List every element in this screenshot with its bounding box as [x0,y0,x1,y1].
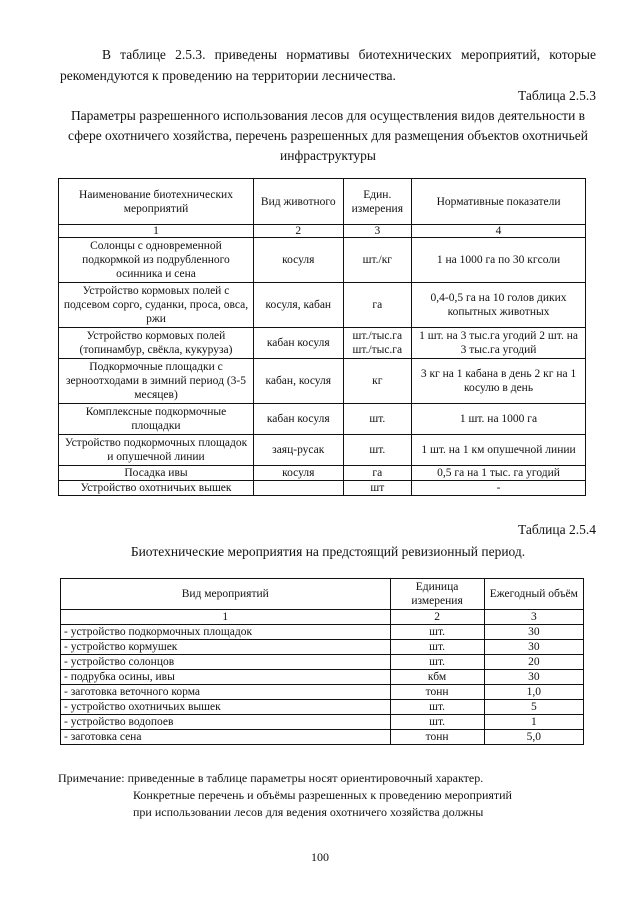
unit-cell: тонн [390,730,484,745]
animal-cell: кабан косуля [253,404,343,435]
unit-cell: шт. [390,640,484,655]
norm-cell: 3 кг на 1 кабана в день 2 кг на 1 косулю в день [412,359,586,404]
norm-cell: 0,5 га на 1 тыс. га угодий [412,466,586,481]
activity-cell: - подрубка осины, ивы [61,670,391,685]
column-number-row [61,610,584,625]
header-cell: Нормативные показатели [412,179,586,225]
activity-cell: Устройство кормовых полей (топинамбур, свёкла, кукуруза) [59,328,254,359]
table-row [61,625,584,640]
animal-cell: заяц-русак [253,435,343,466]
table-2-5-3-caption: Таблица 2.5.3 [518,88,596,103]
unit-cell: тонн [390,685,484,700]
norm-cell: 1 шт. на 1000 га [412,404,586,435]
unit-cell: шт. [390,715,484,730]
header-cell: Един. измерения [343,179,412,225]
volume-cell: 30 [484,625,583,640]
intro-paragraph: В таблице 2.5.3. приведены нормативы биотехнических мероприятий, которые рекомендуются к проведению на территории лесничества. [60,47,596,83]
activity-cell: Устройство кормовых полей с подсевом сорго, суданки, проса, овса, ржи [59,283,254,328]
table-2-5-3 [58,178,586,496]
volume-cell: 30 [484,670,583,685]
header-cell: Ежегодный объём [484,579,583,610]
table-row [59,283,586,328]
norm-cell: 1 шт. на 1 км опушечной линии [412,435,586,466]
header-cell: Вид животного [253,179,343,225]
volume-cell: 5 [484,700,583,715]
volume-cell: 1 [484,715,583,730]
table-row [59,404,586,435]
table-2-5-4-caption: Таблица 2.5.4 [518,522,596,537]
table-row [61,730,584,745]
volume-cell: 5,0 [484,730,583,745]
table-row [59,466,586,481]
header-cell: Вид мероприятий [61,579,391,610]
table-row [59,481,586,496]
volume-cell: 20 [484,655,583,670]
activity-cell: - устройство подкормочных площадок [61,625,391,640]
activity-cell: Комплексные подкормочные площадки [59,404,254,435]
animal-cell: косуля, кабан [253,283,343,328]
activity-cell: - заготовка веточного корма [61,685,391,700]
activity-cell: - устройство кормушек [61,640,391,655]
footnote-line: Примечание: приведенные в таблице параметры носят ориентировочный характер. [58,771,484,785]
table-header-row [61,579,584,610]
unit-cell: шт. [390,700,484,715]
unit-cell: шт. [390,655,484,670]
norm-cell: 1 шт. на 3 тыс.га угодий 2 шт. на 3 тыс.га угодий [412,328,586,359]
column-number-row [59,225,586,238]
norm-cell: 0,4-0,5 га на 10 голов диких копытных животных [412,283,586,328]
table-row [59,359,586,404]
unit-cell: шт. [343,435,412,466]
table-2-5-3-title: Параметры разрешенного использования лесов для осуществления видов деятельности в сфере охотничего хозяйства, перечень разрешенных для размещения объектов охотничьей инфраструктуры [68,108,588,163]
column-number: 3 [343,225,412,238]
footnote-line: при использовании лесов для ведения охотничего хозяйства должны [133,805,484,819]
table-row [59,435,586,466]
norm-cell: 1 на 1000 га по 30 кгсоли [412,238,586,283]
activity-cell: - устройство охотничьих вышек [61,700,391,715]
unit-cell: га [343,466,412,481]
table-2-5-4-title: Биотехнические мероприятия на предстоящий ревизионный период. [130,544,526,559]
norm-cell: - [412,481,586,496]
table-row [61,685,584,700]
header-cell: Единица измерения [390,579,484,610]
unit-cell: шт./тыс.га шт./тыс.га [343,328,412,359]
table-row [61,715,584,730]
animal-cell [253,481,343,496]
volume-cell: 30 [484,640,583,655]
table-row [59,238,586,283]
footnote-line: Конкретные перечень и объёмы разрешенных к проведению мероприятий [133,788,512,802]
table-header-row [59,179,586,225]
column-number: 1 [61,610,391,625]
animal-cell: кабан, косуля [253,359,343,404]
table-row [61,640,584,655]
column-number: 2 [390,610,484,625]
activity-cell: - устройство водопоев [61,715,391,730]
header-cell: Наименование биотехнических мероприятий [59,179,254,225]
table-row [61,670,584,685]
activity-cell: - устройство солонцов [61,655,391,670]
unit-cell: кбм [390,670,484,685]
column-number: 4 [412,225,586,238]
activity-cell: Устройство охотничьих вышек [59,481,254,496]
unit-cell: шт. [390,625,484,640]
unit-cell: га [343,283,412,328]
activity-cell: Подкормочные площадки с зерноотходами в зимний период (3-5 месяцев) [59,359,254,404]
unit-cell: шт./кг [343,238,412,283]
column-number: 2 [253,225,343,238]
unit-cell: кг [343,359,412,404]
animal-cell: косуля [253,238,343,283]
column-number: 3 [484,610,583,625]
activity-cell: Устройство подкормочных площадок и опушечной линии [59,435,254,466]
page-number: 100 [311,850,329,864]
footnote [58,770,598,821]
column-number: 1 [59,225,254,238]
unit-cell: шт [343,481,412,496]
table-row [59,328,586,359]
volume-cell: 1,0 [484,685,583,700]
table-row [61,655,584,670]
table-row [61,700,584,715]
activity-cell: Посадка ивы [59,466,254,481]
activity-cell: Солонцы с одновременной подкормкой из подрубленного осинника и сена [59,238,254,283]
unit-cell: шт. [343,404,412,435]
activity-cell: - заготовка сена [61,730,391,745]
table-2-5-4 [60,578,584,745]
animal-cell: кабан косуля [253,328,343,359]
animal-cell: косуля [253,466,343,481]
